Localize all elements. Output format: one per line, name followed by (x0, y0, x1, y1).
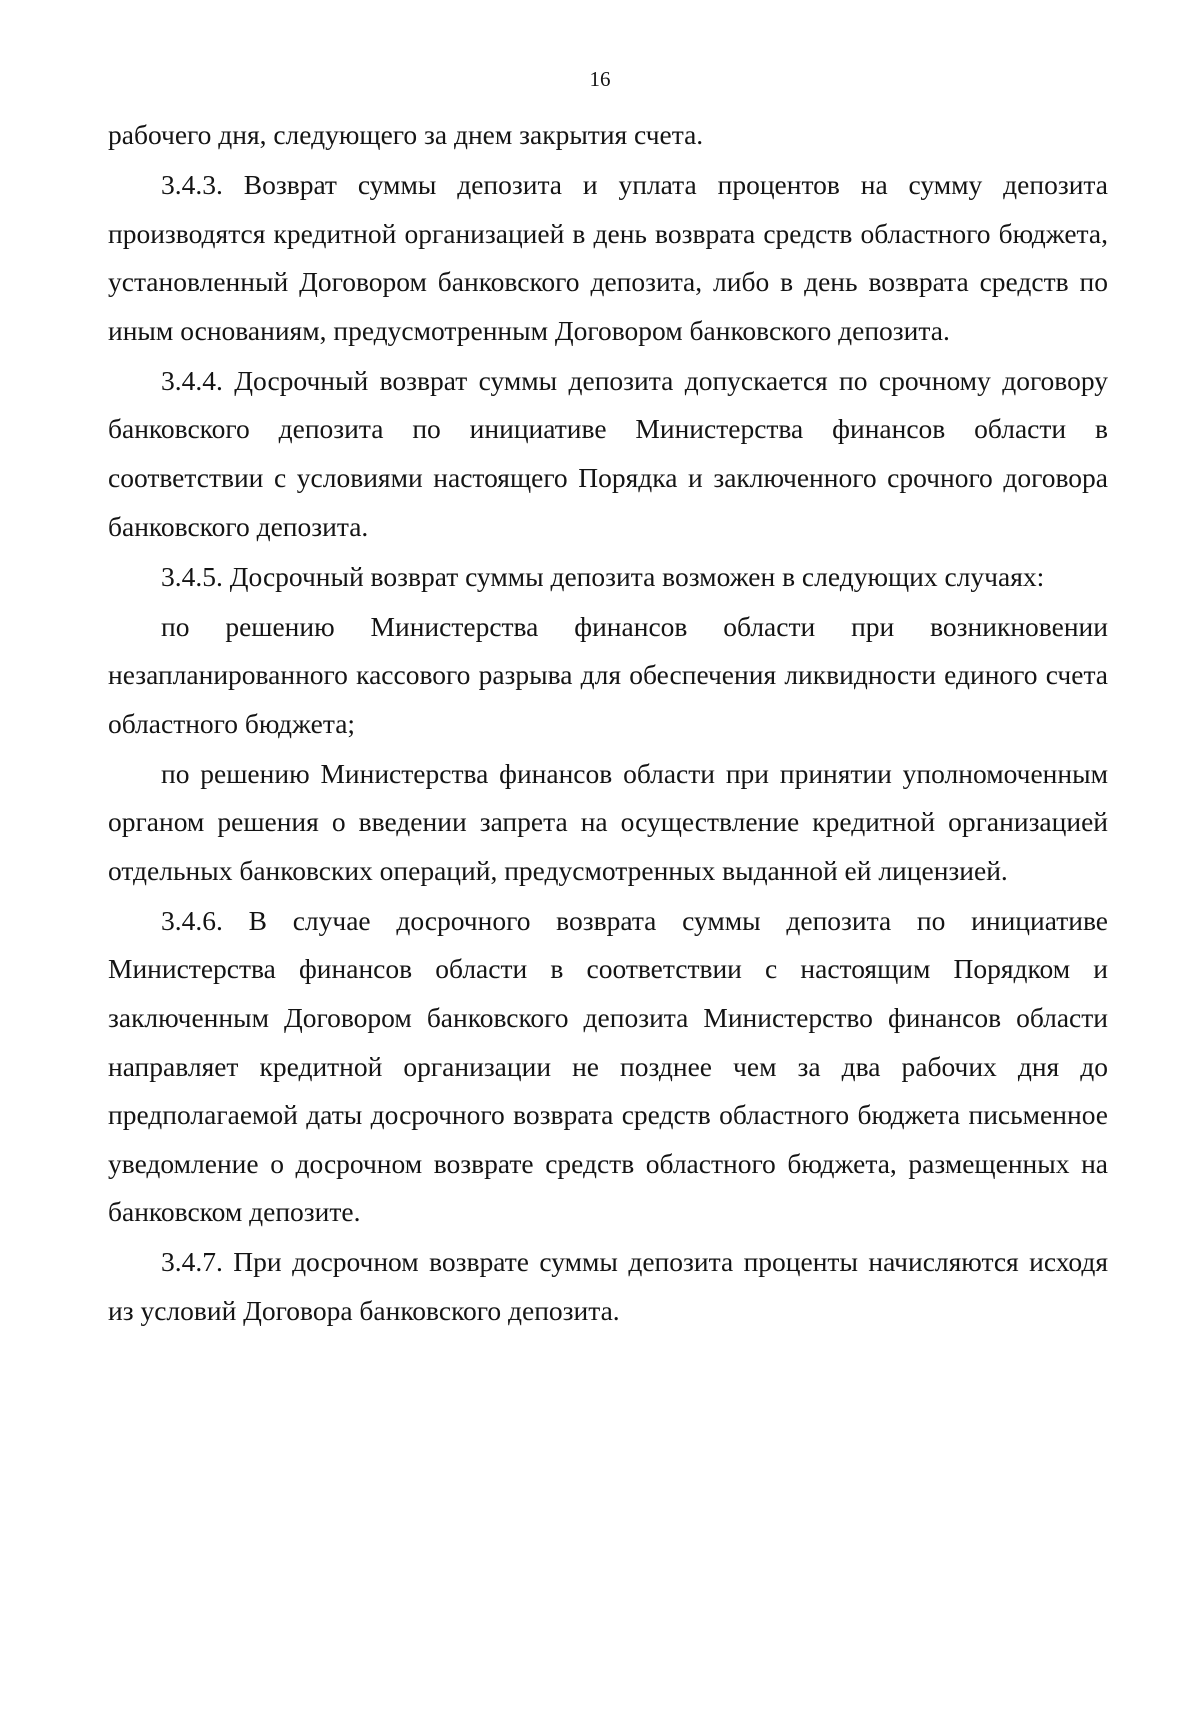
paragraph-3-4-4: 3.4.4. Досрочный возврат суммы депозита допускается по срочному договору банковского депозита по инициативе Министерства финансов области в соответствии с условиями настоящего Порядка и заключенного срочного договора банковского депозита. (108, 364, 1108, 542)
paragraph-3-4-5: 3.4.5. Досрочный возврат суммы депозита возможен в следующих случаях: (161, 560, 1045, 592)
paragraph-3-4-3: 3.4.3. Возврат суммы депозита и уплата процентов на сумму депозита производятся кредитной организацией в день возврата средств областного бюджета, установленный Договором банковского депозита, либо в день возврата средств по иным основаниям, предусмотренным Договором банковского депозита. (108, 168, 1108, 346)
paragraph-3-4-6: 3.4.6. В случае досрочного возврата суммы депозита по инициативе Министерства финансов области в соответствии с настоящим Порядком и заключенным Договором банковского депозита Министерство финансов области направляет кредитной организации не позднее чем за два рабочих дня до предполагаемой даты досрочного возврата средств областного бюджета письменное уведомление о досрочном возврате средств областного бюджета, размещенных на банковском депозите. (108, 904, 1108, 1228)
paragraph-continuation: рабочего дня, следующего за днем закрытия счета. (108, 119, 704, 150)
paragraph-case-license-ban: по решению Министерства финансов области при принятии уполномоченным органом решения о введении запрета на осуществление кредитной организацией отдельных банковских операций, предусмотренных выданной ей лицензией. (108, 757, 1108, 886)
paragraph-case-cash-gap: по решению Министерства финансов области при возникновении незапланированного кассового разрыва для обеспечения ликвидности единого счета областного бюджета; (108, 610, 1108, 739)
document-body (108, 111, 1108, 1337)
page-number: 16 (589, 67, 611, 91)
paragraph-3-4-7: 3.4.7. При досрочном возврате суммы депозита проценты начисляются исходя из условий Договора банковского депозита. (108, 1246, 1108, 1326)
